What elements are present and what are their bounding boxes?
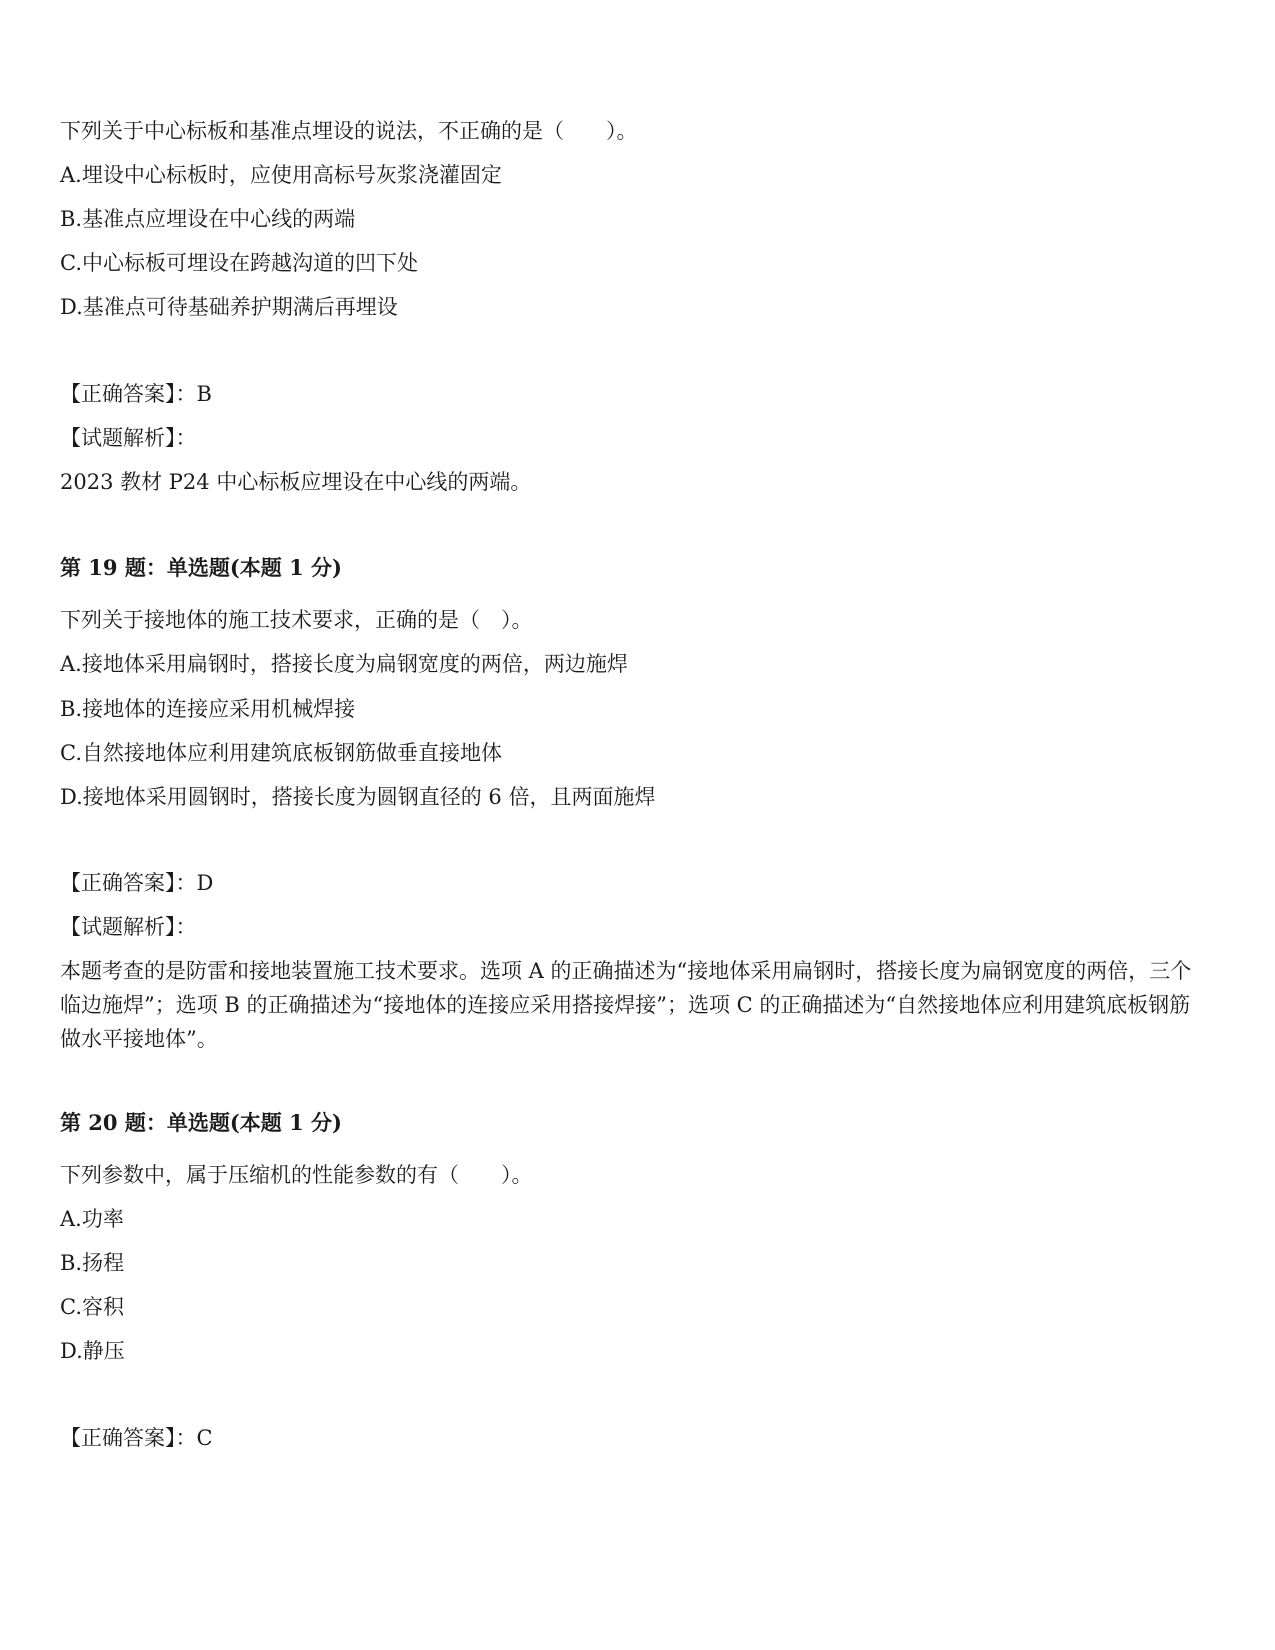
- q20-stem: 下列参数中，属于压缩机的性能参数的有（ ）。: [60, 1163, 533, 1187]
- q19-option-a: A.接地体采用扁钢时，搭接长度为扁钢宽度的两倍，两边施焊: [60, 652, 628, 676]
- q19-analysis: 本题考查的是防雷和接地装置施工技术要求。选项 A 的正确描述为“接地体采用扁钢时，搭接长度为扁钢宽度的两倍，三个临边施焊”；选项 B 的正确描述为“接地体的连接应采用搭接焊接”；选项 C 的正确描述为“自然接地体应利用建筑底板钢筋做水平接地体”。: [60, 959, 1192, 1051]
- q19-option-b: B.接地体的连接应采用机械焊接: [60, 697, 356, 721]
- q19-option-c: C.自然接地体应利用建筑底板钢筋做垂直接地体: [60, 741, 502, 765]
- q19-heading: 第 19 题：单选题(本题 1 分): [60, 555, 342, 580]
- q18-analysis: 2023 教材 P24 中心标板应埋设在中心线的两端。: [60, 470, 532, 494]
- q20-option-c: C.容积: [60, 1295, 124, 1319]
- q20-option-a: A.功率: [60, 1207, 124, 1231]
- q20-option-d: D.静压: [60, 1339, 125, 1363]
- q18-answer: 【正确答案】：B: [60, 382, 212, 406]
- q19-option-d: D.接地体采用圆钢时，搭接长度为圆钢直径的 6 倍，且两面施焊: [60, 785, 656, 809]
- q20-answer: 【正确答案】：C: [60, 1426, 213, 1450]
- q19-analysis-label: 【试题解析】：: [60, 915, 197, 939]
- q20-option-b: B.扬程: [60, 1251, 125, 1275]
- q18-option-c: C.中心标板可埋设在跨越沟道的凹下处: [60, 251, 418, 275]
- q19-stem: 下列关于接地体的施工技术要求，正确的是（ ）。: [60, 608, 533, 632]
- q20-heading: 第 20 题：单选题(本题 1 分): [60, 1110, 342, 1135]
- q18-analysis-label: 【试题解析】：: [60, 426, 197, 450]
- q19-answer: 【正确答案】：D: [60, 871, 214, 895]
- q18-option-a: A.埋设中心标板时，应使用高标号灰浆浇灌固定: [60, 163, 502, 187]
- q18-option-b: B.基准点应埋设在中心线的两端: [60, 207, 356, 231]
- q18-option-d: D.基准点可待基础养护期满后再埋设: [60, 295, 398, 319]
- q18-stem: 下列关于中心标板和基准点埋设的说法，不正确的是（ ）。: [60, 119, 638, 143]
